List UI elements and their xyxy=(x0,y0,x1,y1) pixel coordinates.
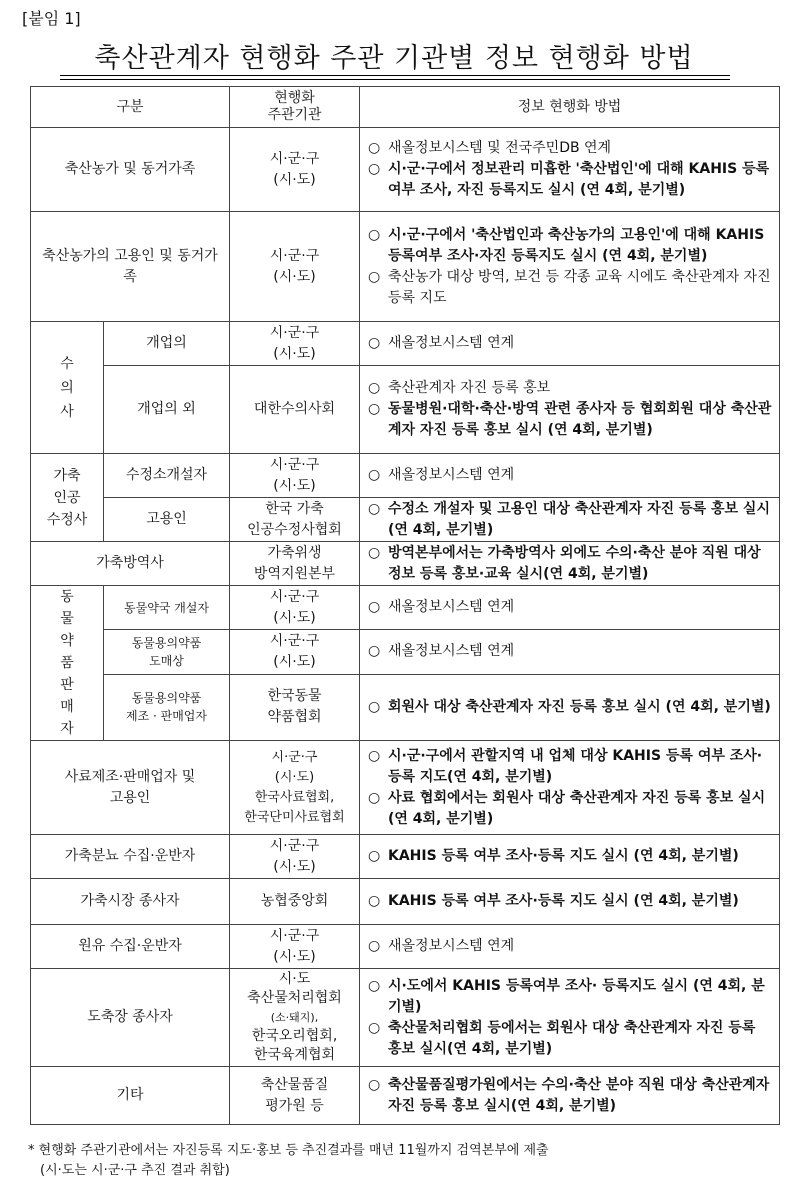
table-row xyxy=(31,586,780,630)
title-underline-second xyxy=(60,79,730,80)
table-row xyxy=(31,212,780,322)
table-row xyxy=(31,630,780,674)
footnote-line-1: * 현행화 주관기관에서는 자진등록 지도·홍보 등 추진결과를 매년 11월까지 검역본부에 제출 xyxy=(28,1143,549,1158)
agency-cell: 시·군·구 (시·도) xyxy=(230,630,360,674)
category-cell: 동물용의약품 제조 · 판매업자 xyxy=(104,674,230,740)
table-row xyxy=(31,835,780,879)
category-cell: 가축분뇨 수집·운반자 xyxy=(31,835,230,879)
category-cell: 동물약국 개설자 xyxy=(104,586,230,630)
agency-cell: 시·군·구 (시·도) 한국사료협회, 한국단미사료협회 xyxy=(230,741,360,835)
category-cell: 고용인 xyxy=(104,498,230,542)
method-cell: ○ 축산관계자 자진 등록 홍보 ○ 동물병원·대학·축산·방역 관련 종사자 등 협회회원 대상 축산관계자 자진 등록 홍보 실시 (연 4회, 분기별) xyxy=(360,366,780,454)
category-cell: 동물용의약품 도매상 xyxy=(104,630,230,674)
header-method: 정보 현행화 방법 xyxy=(360,87,780,128)
agency-cell: 가축위생 방역지원본부 xyxy=(230,542,360,586)
method-cell: ○ 새올정보시스템 연계 xyxy=(360,925,780,969)
method-cell: ○ 새올정보시스템 및 전국주민DB 연계 ○ 시·군·구에서 정보관리 미흡한 '축산법인'에 대해 KAHIS 등록여부 조사, 자진 등록지도 실시 (연 4회, 분기별) xyxy=(360,128,780,212)
method-cell: ○ 새올정보시스템 연계 xyxy=(360,630,780,674)
method-cell: ○ 새올정보시스템 연계 xyxy=(360,454,780,498)
method-cell: ○ 축산물품질평가원에서는 수의·축산 분야 직원 대상 축산관계자 자진 등록 홍보 실시(연 4회, 분기별) xyxy=(360,1067,780,1125)
agency-cell: 시·군·구 (시·도) xyxy=(230,128,360,212)
agency-cell: 시·도 축산물처리협회 (소·돼지), 한국오리협회, 한국육계협회 xyxy=(230,969,360,1067)
agency-cell: 한국 가축 인공수정사협회 xyxy=(230,498,360,542)
category-cell: 수정소개설자 xyxy=(104,454,230,498)
method-cell: ○ 방역본부에서는 가축방역사 외에도 수의·축산 분야 직원 대상 정보 등록 홍보·교육 실시(연 4회, 분기별) xyxy=(360,542,780,586)
agency-cell: 축산물품질 평가원 등 xyxy=(230,1067,360,1125)
category-cell: 개업의 xyxy=(104,322,230,366)
method-cell: ○ KAHIS 등록 여부 조사·등록 지도 실시 (연 4회, 분기별) xyxy=(360,835,780,879)
table-row xyxy=(31,969,780,1067)
method-cell: ○ 시·군·구에서 '축산법인과 축산농가의 고용인'에 대해 KAHIS 등록여부 조사·자진 등록지도 실시 (연 4회, 분기별) ○ 축산농가 대상 방역, 보건 등 각종 교육 시에도 축산관계자 자진 등록 지도 xyxy=(360,212,780,322)
agency-cell: 시·군·구 (시·도) xyxy=(230,835,360,879)
method-cell: ○ 시·도에서 KAHIS 등록여부 조사· 등록지도 실시 (연 4회, 분기별) ○ 축산물처리협회 등에서는 회원사 대상 축산관계자 자진 등록 홍보 실시(연 4회, 분기별) xyxy=(360,969,780,1067)
category-cell: 축산농가 및 동거가족 xyxy=(31,128,230,212)
table-row xyxy=(31,741,780,835)
table-row xyxy=(31,542,780,586)
category-cell: 가축방역사 xyxy=(31,542,230,586)
category-cell: 사료제조·판매업자 및 고용인 xyxy=(31,741,230,835)
table-row xyxy=(31,498,780,542)
table-row xyxy=(31,454,780,498)
table-row xyxy=(31,322,780,366)
method-cell: ○ 새올정보시스템 연계 xyxy=(360,322,780,366)
document-title: 축산관계자 현행화 주관 기관별 정보 현행화 방법 xyxy=(94,43,694,74)
category-cell: 도축장 종사자 xyxy=(31,969,230,1067)
info-update-table xyxy=(30,86,780,1125)
footnote-line-2: (시·도는 시·군·구 추진 결과 취합) xyxy=(40,1163,230,1178)
table-row xyxy=(31,674,780,740)
agency-cell: 시·군·구 (시·도) xyxy=(230,925,360,969)
category-cell: 개업의 외 xyxy=(104,366,230,454)
category-cell: 원유 수집·운반자 xyxy=(31,925,230,969)
agency-cell: 시·군·구 (시·도) xyxy=(230,322,360,366)
method-cell: ○ 수정소 개설자 및 고용인 대상 축산관계자 자진 등록 홍보 실시(연 4회, 분기별) xyxy=(360,498,780,542)
agency-cell: 한국동물 약품협회 xyxy=(230,674,360,740)
agency-cell: 시·군·구 (시·도) xyxy=(230,212,360,322)
group-vet: 수의사 xyxy=(31,322,104,454)
category-cell: 가축시장 종사자 xyxy=(31,879,230,925)
method-cell: ○ KAHIS 등록 여부 조사·등록 지도 실시 (연 4회, 분기별) xyxy=(360,879,780,925)
header-agency: 현행화 주관기관 xyxy=(230,87,360,128)
table-row xyxy=(31,366,780,454)
method-cell: ○ 시·군·구에서 관할지역 내 업체 대상 KAHIS 등록 여부 조사·등록 지도(연 4회, 분기별) ○ 사료 협회에서는 회원사 대상 축산관계자 자진 등록 홍보 실시(연 4회, 분기별) xyxy=(360,741,780,835)
method-cell: ○ 새올정보시스템 연계 xyxy=(360,586,780,630)
table-row xyxy=(31,925,780,969)
group-ai: 가축 인공 수정사 xyxy=(31,454,104,542)
agency-cell: 농협중앙회 xyxy=(230,879,360,925)
table-row xyxy=(31,128,780,212)
header-category: 구분 xyxy=(31,87,230,128)
group-pharm: 동물약품판매자 xyxy=(31,586,104,741)
table-row xyxy=(31,1067,780,1125)
title-underline xyxy=(60,75,730,76)
agency-cell: 시·군·구 (시·도) xyxy=(230,586,360,630)
method-cell: ○ 회원사 대상 축산관계자 자진 등록 홍보 실시 (연 4회, 분기별) xyxy=(360,674,780,740)
agency-cell: 대한수의사회 xyxy=(230,366,360,454)
agency-cell: 시·군·구 (시·도) xyxy=(230,454,360,498)
table-row xyxy=(31,879,780,925)
category-cell: 기타 xyxy=(31,1067,230,1125)
table-header-row xyxy=(31,87,780,128)
attachment-label: [붙임 1] xyxy=(22,9,81,28)
category-cell: 축산농가의 고용인 및 동거가족 xyxy=(31,212,230,322)
